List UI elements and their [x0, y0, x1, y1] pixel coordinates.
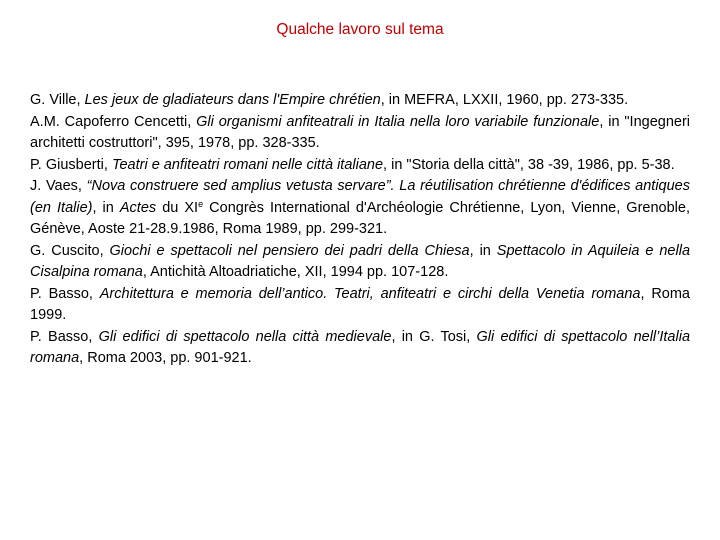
publication-details: , in	[469, 242, 497, 259]
publication-details: Congrès International d'Archéologie Chrétienne, Lyon, Vienne, Grenoble, Génève, Aoste 21-28.9.1986, Roma 1989, pp. 299-321.	[30, 199, 690, 237]
publication-details: , Roma 2003, pp. 901-921.	[79, 350, 252, 366]
bibliography-entry	[30, 176, 690, 241]
bibliography-entry	[30, 90, 690, 112]
work-title: “Nova construere sed amplius vetusta servare”. La réutilisation chrétienne d'édifices antiques (en Italie)	[30, 178, 690, 216]
volume-title: Spettacolo in Aquileia e nella Cisalpina romana	[30, 242, 691, 280]
volume-title: Actes	[119, 199, 157, 216]
bibliography-entry	[30, 241, 690, 284]
work-title: Les jeux de gladiateurs dans l'Empire chrétien	[84, 92, 381, 108]
author-text: J. Vaes,	[30, 178, 87, 194]
volume-title: Gli edifici di spettacolo nell’Italia romana	[30, 328, 691, 366]
work-title: Gli organismi anfiteatrali in Italia nella loro variabile funzionale	[196, 113, 600, 130]
work-title: Architettura e memoria dell’antico. Teatri, anfiteatri e circhi della Venetia romana	[99, 285, 641, 302]
publication-details: , Antichità Altoadriatiche, XII, 1994 pp. 107-128.	[142, 264, 449, 280]
publication-details: , in	[92, 199, 120, 216]
bibliography-list	[30, 90, 690, 370]
ordinal-superscript: e	[198, 198, 204, 209]
author-text: P. Basso,	[30, 328, 99, 345]
work-title: Teatri e anfiteatri romani nelle città italiane	[111, 156, 384, 173]
author-text: A.M. Capoferro Cencetti,	[30, 113, 197, 130]
publication-details: , Roma 1999.	[30, 285, 690, 323]
publication-details: , in "Ingegneri architetti costruttori", 395, 1978, pp. 328-335.	[30, 113, 690, 151]
page-title: Qualche lavoro sul tema	[276, 21, 444, 38]
publication-details: , in "Storia della città", 38 -39, 1986, pp. 5-38.	[383, 156, 675, 173]
bibliography-entry	[30, 284, 690, 327]
bibliography-entry	[30, 155, 690, 177]
publication-details: du XI	[156, 199, 199, 216]
publication-details: , in MEFRA, LXXII, 1960, pp. 273-335.	[380, 92, 629, 108]
author-text: G. Cuscito,	[30, 242, 110, 259]
publication-details: , in G. Tosi,	[391, 328, 477, 345]
bibliography-entry	[30, 327, 690, 370]
work-title: Gli edifici di spettacolo nella città medievale	[98, 328, 392, 345]
work-title: Giochi e spettacoli nel pensiero dei padri della Chiesa	[109, 242, 470, 259]
author-text: G. Ville,	[30, 92, 85, 108]
bibliography-entry	[30, 112, 690, 155]
author-text: P. Giusberti,	[30, 156, 112, 173]
author-text: P. Basso,	[30, 285, 100, 302]
